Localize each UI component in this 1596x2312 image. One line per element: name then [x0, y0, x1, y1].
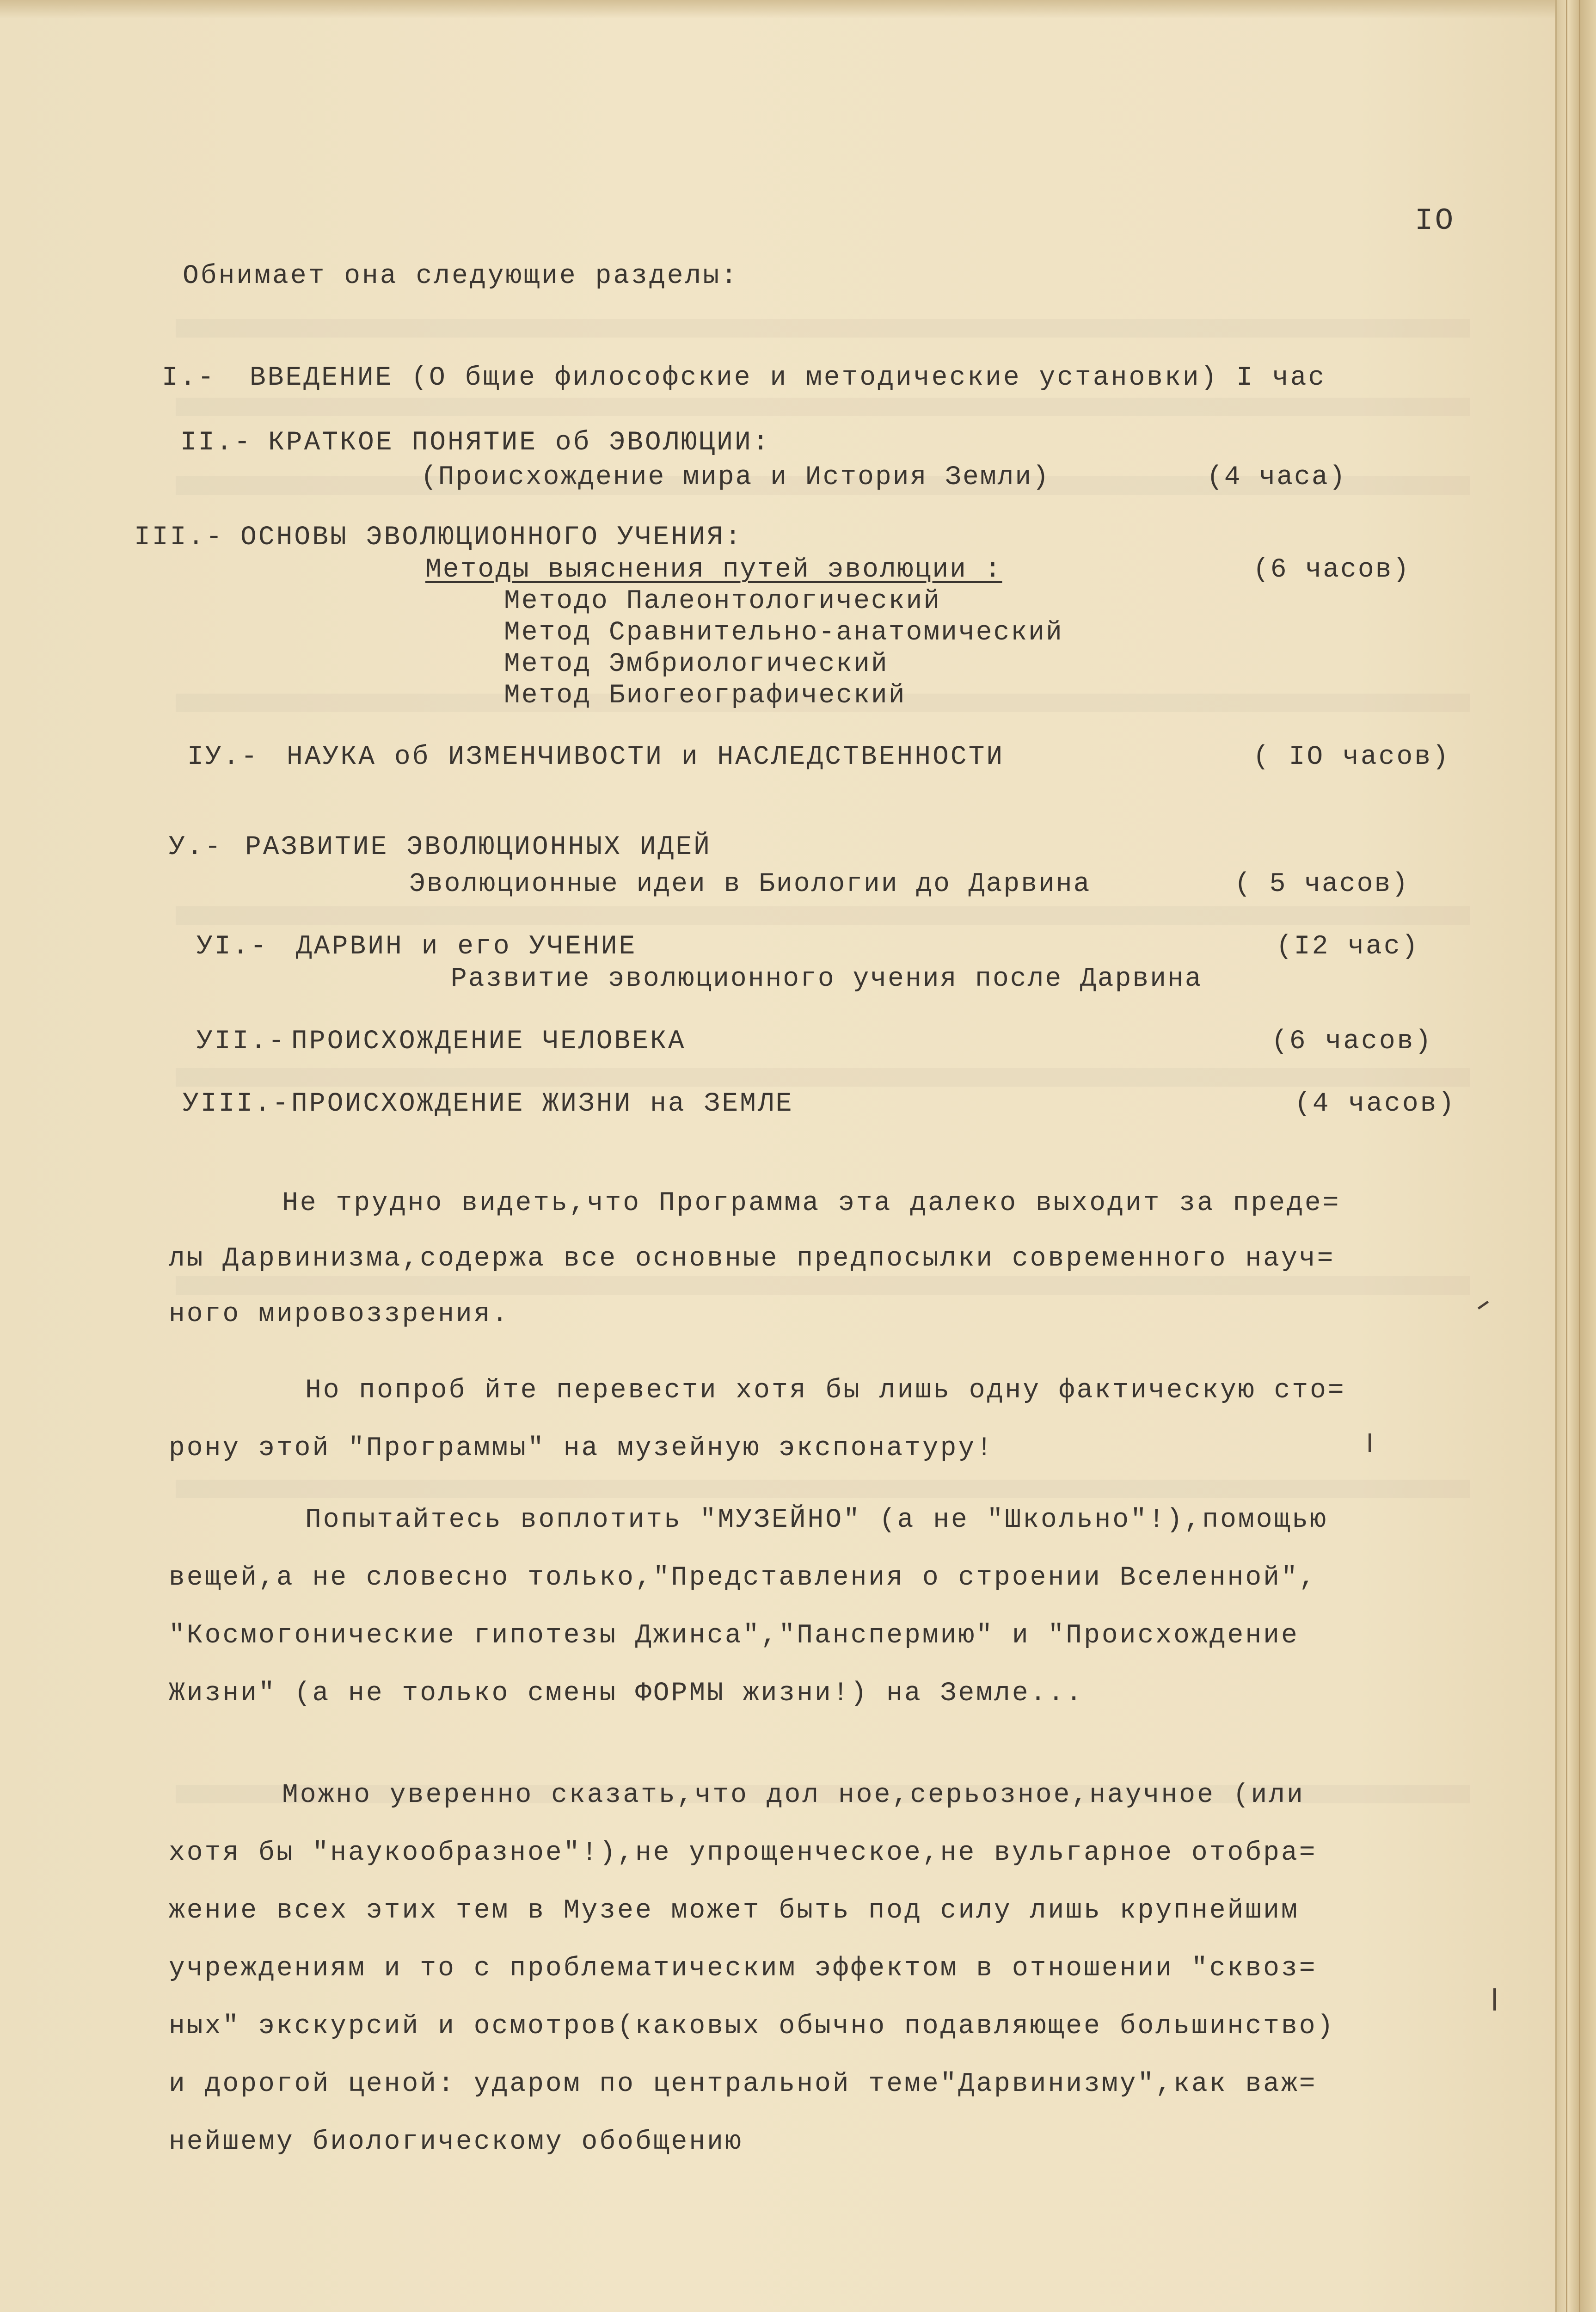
- section-2-title: КРАТКОЕ ПОНЯТИЕ об ЭВОЛЮЦИИ:: [268, 428, 771, 458]
- paragraph-4-line-2: хотя бы "наукообразное"!),не упрощенческое,не вульгарное отобра=: [169, 1838, 1317, 1868]
- paragraph-4-line-3: жение всех этих тем в Музее может быть под силу лишь крупнейшим: [169, 1896, 1299, 1926]
- section-6-number: УI.-: [196, 932, 269, 962]
- paragraph-4-line-1: Можно уверенно сказать,что дол ное,серьозное,научное (или: [282, 1780, 1305, 1810]
- paragraph-3-line-3: "Космогонические гипотезы Джинса","Панспермию" и "Происхождение: [169, 1621, 1299, 1651]
- paragraph-2-line-2: рону этой "Программы" на музейную экспонатуру!: [169, 1433, 994, 1463]
- section-8-number: УIII.-: [183, 1089, 290, 1119]
- paragraph-4-line-5: ных" экскурсий и осмотров(каковых обычно подавляющее большинство): [169, 2011, 1335, 2041]
- page-number: IO: [1415, 203, 1455, 238]
- section-3-hours: (6 часов): [1253, 555, 1411, 585]
- section-2-subtitle: (Происхождение мира и История Земли): [421, 462, 1050, 492]
- section-4-title: НАУКА об ИЗМЕНЧИВОСТИ и НАСЛЕДСТВЕННОСТИ: [287, 742, 1005, 772]
- paragraph-4-line-7: нейшему биологическому обобщению: [169, 2127, 743, 2157]
- section-3-title: ОСНОВЫ ЭВОЛЮЦИОННОГО УЧЕНИЯ:: [240, 523, 743, 553]
- page-edge-strip: [1555, 0, 1596, 2312]
- intro-line: Обнимает она следующие разделы:: [183, 261, 739, 291]
- paragraph-2-line-1: Но попроб йте перевести хотя бы лишь одну фактическую сто=: [305, 1376, 1346, 1406]
- paragraph-1-line-1: Не трудно видеть,что Программа эта далеко выходит за преде=: [282, 1188, 1341, 1218]
- section-1-title: ВВЕДЕНИЕ (О бщие философские и методические установки) I час: [250, 363, 1326, 393]
- paragraph-4-line-4: учреждениям и то с проблематическим эффектом в отношении "сквоз=: [169, 1954, 1317, 1984]
- pen-mark: [1493, 1988, 1496, 2011]
- paragraph-3-line-2: вещей,а не словесно только,"Представления о строении Вселенной",: [169, 1563, 1317, 1593]
- page-top-shadow: [0, 0, 1596, 18]
- paragraph-3-line-4: Жизни" (а не только смены ФОРМЫ жизни!) на Земле...: [169, 1679, 1084, 1709]
- section-7-title: ПРОИСХОЖДЕНИЕ ЧЕЛОВЕКА: [291, 1027, 686, 1057]
- section-3-method-2: Метод Сравнительно-анатомический: [504, 618, 1063, 648]
- section-3-number: III.-: [134, 523, 224, 553]
- section-6-title: ДАРВИН и его УЧЕНИЕ: [296, 932, 637, 962]
- section-2-hours: (4 часа): [1207, 462, 1347, 492]
- section-2-number: II.-: [180, 428, 252, 458]
- section-8-hours: (4 часов): [1295, 1089, 1456, 1119]
- section-4-number: IУ.-: [187, 742, 259, 772]
- section-5-title: РАЗВИТИЕ ЭВОЛЮЦИОННЫХ ИДЕЙ: [245, 832, 712, 862]
- pen-mark: [1369, 1433, 1371, 1452]
- section-8-title: ПРОИСХОЖДЕНИЕ ЖИЗНИ на ЗЕМЛЕ: [291, 1089, 794, 1119]
- section-7-number: УII.-: [196, 1027, 287, 1057]
- paragraph-1-line-2: лы Дарвинизма,содержа все основные предпосылки современного науч=: [169, 1244, 1335, 1274]
- section-4-hours: ( IO часов): [1253, 742, 1450, 772]
- paragraph-1-line-3: ного мировоззрения.: [169, 1299, 510, 1329]
- section-3-subtitle: Методы выяснения путей эволюции :: [425, 555, 1002, 585]
- section-5-hours: ( 5 часов): [1234, 869, 1410, 899]
- section-6-subtitle: Развитие эволюционного учения после Дарвина: [451, 964, 1203, 994]
- paragraph-4-line-6: и дорогой ценой: ударом по центральной теме"Дарвинизму",как важ=: [169, 2069, 1317, 2099]
- pen-mark: [1478, 1301, 1489, 1310]
- section-3-method-4: Метод Биогеографический: [504, 681, 906, 711]
- section-6-hours: (I2 час): [1276, 932, 1420, 962]
- section-5-number: У.-: [169, 832, 223, 862]
- section-3-method-1: Методо Палеонтологический: [504, 586, 941, 616]
- section-5-subtitle: Эволюционные идеи в Биологии до Дарвина: [409, 869, 1091, 899]
- section-1-number: I.-: [162, 363, 216, 393]
- section-3-method-3: Метод Эмбриологический: [504, 649, 889, 679]
- section-7-hours: (6 часов): [1271, 1027, 1433, 1057]
- paragraph-3-line-1: Попытайтесь воплотить "МУЗЕЙНО" (а не "Школьно"!),помощью: [305, 1505, 1328, 1535]
